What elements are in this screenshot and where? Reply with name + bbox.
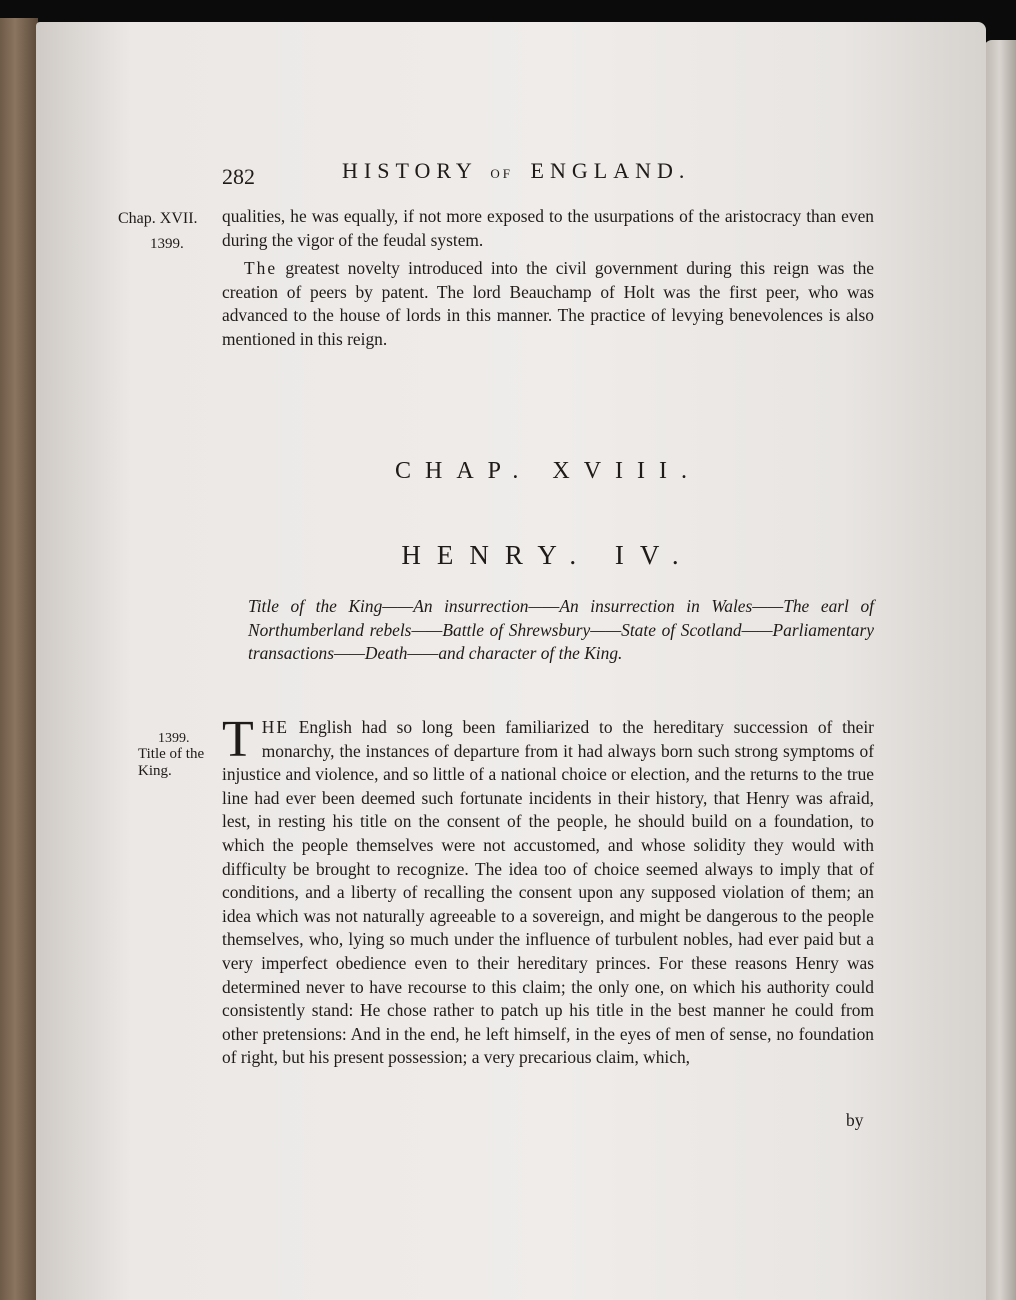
margin-topic-line-2: King.	[138, 763, 172, 779]
paragraph-lead-word: The	[244, 258, 278, 278]
running-head-of: OF	[490, 166, 514, 181]
opening-word-rest: HE	[261, 717, 289, 737]
margin-year-top: 1399.	[150, 236, 184, 252]
margin-year-section: 1399.	[158, 731, 190, 746]
facing-page-edge	[984, 40, 1016, 1300]
running-head	[342, 158, 690, 184]
continuation-paragraph-2	[222, 257, 874, 351]
paragraph-2-text: greatest novelty introduced into the civil government during this reign was the creation of peers by patent. The lord Beauchamp of Holt was the first peer, who was advanced to the house of lords in this manner. The practice of levying benevolences is also mentioned in this reign.	[222, 258, 874, 349]
king-heading: HENRY. IV.	[401, 540, 695, 570]
margin-topic-line-1: Title of the	[138, 746, 205, 762]
main-paragraph	[222, 711, 874, 1070]
main-paragraph-text: English had so long been familiarized to the hereditary succession of their monarchy, the instances of departure from it had always born such strong symptoms of injustice and violence, and so little of a national choice or election, and the returns to the true line had ever been deemed such fortunate incidents in their history, that Henry was afraid, lest, in resting his title on the consent of the people, he should build on a foundation, to which the people themselves were not accustomed, and whose solidity they would with difficulty be brought to recognize. The idea too of choice seemed always to imply that of conditions, and a liberty of recalling the consent upon any supposed violation of them; an idea which was not naturally agreeable to a sovereign, and might be dangerous to the people themselves, who, lying so much under the influence of turbulent nobles, had ever paid but a very imperfect obedience even to their hereditary princes. For these reasons Henry was determined never to have recourse to this claim; the only one, on which his authority could consistently stand: He chose rather to patch up his title in the best manner he could from other pretensions: And in the end, he left himself, in the eyes of men of sense, no foundation of right, but his present possession; a very precarious claim, which,	[222, 717, 874, 1068]
continuation-text: qualities, he was equally, if not more exposed to the usurpations of the aristocracy than even during the vigor of the feudal system.	[222, 206, 874, 250]
running-head-part1: HISTORY	[342, 158, 477, 183]
page-number: 282	[222, 164, 255, 189]
chapter-heading: CHAP. XVIII.	[395, 458, 701, 484]
chapter-contents: Title of the King——An insurrection——An insurrection in Wales——The earl of Northumberland rebels——Battle of Shrewsbury——State of Scotland——Parliamentary transactions——Death——and character of the King.	[248, 596, 874, 664]
margin-chapter-ref: Chap. XVII.	[118, 210, 198, 227]
continuation-paragraph-1	[222, 205, 874, 252]
book-spine	[0, 18, 38, 1300]
running-head-part2: ENGLAND.	[530, 158, 691, 183]
catchword: by	[846, 1110, 864, 1130]
drop-capital: T	[222, 711, 254, 768]
